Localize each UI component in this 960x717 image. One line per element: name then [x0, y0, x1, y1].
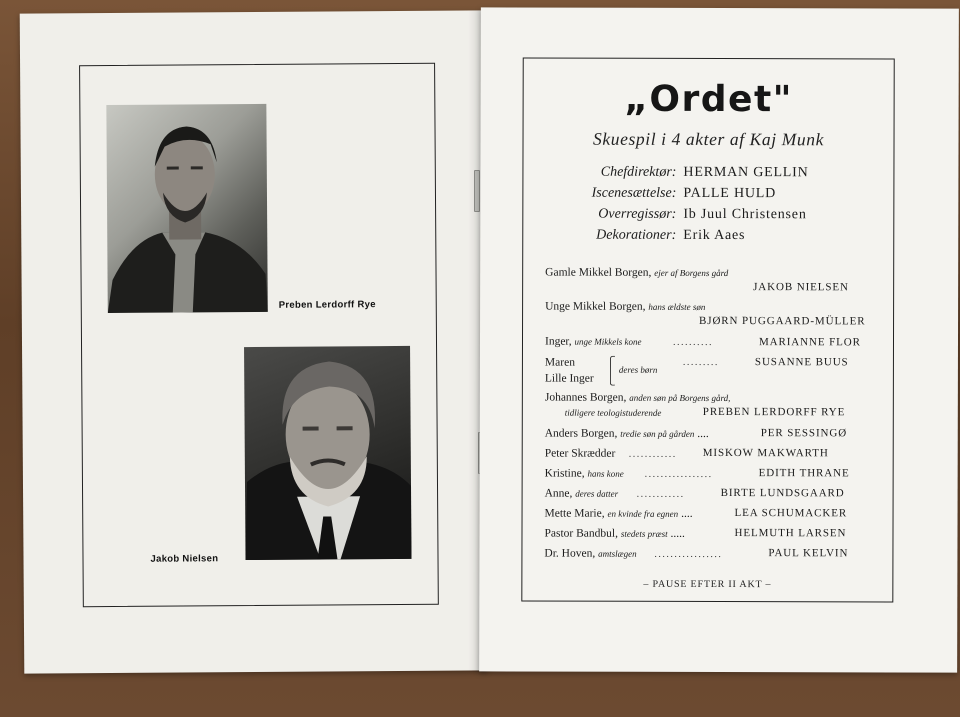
character-note: en kvinde fra egnen: [607, 508, 679, 519]
crew-name: PALLE HULD: [683, 185, 777, 202]
right-page: [479, 7, 959, 672]
pause-note: – PAUSE EFTER II AKT –: [643, 578, 772, 591]
character-name: Anders Borgen,: [544, 427, 618, 440]
dot-leader: .................: [654, 548, 723, 561]
dot-leader: .................: [644, 468, 713, 480]
cast-actor: LEA SCHUMACKER: [734, 507, 848, 520]
portrait-image: [106, 104, 267, 313]
dot-leader: ............: [628, 448, 677, 460]
cast-character: Peter Skrædder: [544, 447, 616, 460]
cast-actor: PREBEN LERDORFF RYE: [702, 405, 846, 419]
cast-character: [545, 336, 642, 348]
dot-leader: .........: [682, 356, 719, 368]
character-name: Dr. Hoven,: [544, 547, 596, 560]
dot-leader: ............: [636, 488, 685, 500]
crew-role: Dekorationer:: [596, 227, 677, 243]
cast-actor: BIRTE LUNDSGAARD: [720, 487, 845, 500]
cast-actor: JAKOB NIELSEN: [753, 281, 849, 294]
staple-top: [474, 170, 480, 212]
portrait-caption-bottom: Jakob Nielsen: [150, 553, 219, 565]
character-note: tredie søn på gården: [620, 428, 695, 439]
character-note: deres børn: [618, 364, 658, 375]
character-name: Kristine,: [544, 467, 585, 480]
cast-actor: BJØRN PUGGAARD-MÜLLER: [699, 314, 866, 328]
crew-name: Erik Aaes: [683, 227, 746, 244]
portrait-image: [244, 346, 411, 560]
crew-role: Overregissør:: [598, 206, 677, 222]
character-note: anden søn på Borgens gård,: [629, 392, 731, 404]
crew-row: [523, 185, 893, 206]
left-page: [20, 10, 488, 673]
character-name: Anne,: [544, 487, 573, 500]
portrait-caption-top: Preben Lerdorff Rye: [278, 299, 376, 311]
character-name: Gamle Mikkel Borgen,: [545, 266, 652, 279]
cast-character: [545, 488, 619, 500]
crew-role: Chefdirektør:: [600, 164, 677, 180]
character-note: ejer af Borgens gård: [654, 267, 729, 279]
cast-character: [545, 301, 705, 313]
character-name: Unge Mikkel Borgen,: [545, 300, 646, 313]
character-name: Johannes Borgen,: [544, 391, 627, 404]
cast-character: [545, 267, 728, 279]
cast-character: Maren: [544, 356, 575, 369]
cast-actor: MARIANNE FLOR: [758, 336, 861, 349]
cast-note: [565, 407, 662, 419]
right-page-border: [521, 57, 894, 602]
cast-character: Lille Inger: [544, 372, 594, 385]
character-note: hans kone: [587, 468, 624, 479]
crew-row: [523, 206, 893, 227]
portrait-photo-preben-lerdorff-rye: [106, 104, 267, 313]
character-note: hans ældste søn: [648, 301, 706, 312]
crew-row: [523, 164, 893, 185]
crew-name: Ib Juul Christensen: [683, 206, 807, 223]
cast-character: [545, 468, 624, 480]
crew-row: [523, 227, 893, 248]
character-note: tidligere teologistuderende: [564, 407, 662, 418]
dot-leader: ..........: [672, 336, 714, 348]
cast-character: Anders Borgen, tredie søn på gården ....: [544, 427, 709, 440]
cast-note: [619, 364, 657, 376]
cast-character: Mette Marie, en kvinde fra egnen ....: [544, 507, 693, 520]
character-note: amtslægen: [598, 548, 637, 559]
character-note: deres datter: [575, 488, 619, 499]
cast-character: Pastor Bandbul, stedets præst .....: [544, 527, 685, 540]
cast-actor: SUSANNE BUUS: [754, 356, 849, 369]
crew-name: HERMAN GELLIN: [683, 164, 809, 181]
character-note: stedets præst: [620, 528, 668, 539]
cast-actor: EDITH THRANE: [758, 467, 850, 480]
cast-actor: PER SESSINGØ: [760, 427, 848, 440]
cast-character: [545, 392, 731, 404]
cast-actor: PAUL KELVIN: [768, 547, 849, 560]
character-note: unge Mikkels kone: [574, 336, 642, 347]
character-name: Inger,: [544, 335, 572, 348]
character-name: Mette Marie,: [544, 507, 605, 520]
character-name: Pastor Bandbul,: [544, 527, 618, 540]
cast-actor: MISKOW MAKWARTH: [702, 446, 829, 460]
play-subtitle: Skuespil i 4 akter af Kaj Munk: [593, 128, 824, 150]
play-title: „Ordet": [624, 78, 794, 121]
crew-role: Iscenesættelse:: [591, 185, 677, 201]
brace-symbol: [610, 356, 615, 386]
cast-actor: HELMUTH LARSEN: [734, 527, 847, 540]
cast-character: [544, 548, 636, 560]
portrait-photo-jakob-nielsen: [244, 346, 411, 560]
